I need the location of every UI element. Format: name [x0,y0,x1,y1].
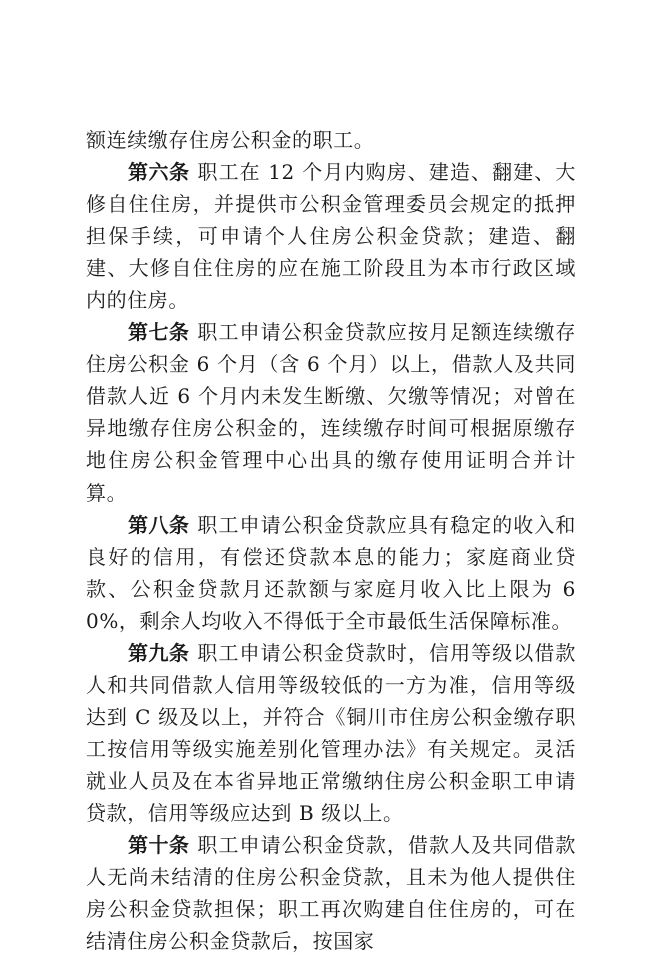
paragraph-text: 职工申请公积金贷款应具有稳定的收入和良好的信用，有偿还贷款本息的能力；家庭商业贷款、公积金贷款月还款额与家庭月收入比上限为 60%，剩余人均收入不得低于全市最低生活保障标准。 [86,512,576,633]
article-heading: 第九条 [128,640,190,665]
paragraph-text: 职工申请公积金贷款时，信用等级以借款人和共同借款人信用等级较低的一方为准，信用等级达到 C 级及以上，并符合《铜川市住房公积金缴存职工按信用等级实施差别化管理办法》有关规定。灵活就业人员及在本省异地正常缴纳住房公积金职工申请贷款，信用等级应达到 B 级以上。 [86,640,576,825]
article-8 [86,509,576,637]
paragraph-text: 职工在 12 个月内购房、建造、翻建、大修自住住房，并提供市公积金管理委员会规定的抵押担保手续，可申请个人住房公积金贷款；建造、翻建、大修自住住房的应在施工阶段且为本市行政区域内的住房。 [86,160,577,313]
article-10 [86,829,576,957]
article-heading: 第七条 [128,320,190,345]
article-6 [86,156,576,316]
article-7 [86,316,576,508]
paragraph-text: 职工申请公积金贷款应按月足额连续缴存住房公积金 6 个月（含 6 个月）以上，借款人及共同借款人近 6 个月内未发生断缴、欠缴等情况；对曾在异地缴存住房公积金的，连续缴存时间可根据原缴存地住房公积金管理中心出具的缴存使用证明合并计算。 [86,320,576,505]
article-heading: 第十条 [128,833,190,858]
document-page [86,124,576,957]
paragraph-text: 职工申请公积金贷款，借款人及共同借款人无尚未结清的住房公积金贷款，且未为他人提供住房公积金贷款担保；职工再次购建自住住房的，可在结清住房公积金贷款后，按国家 [86,833,576,954]
paragraph-continuation [86,124,576,156]
paragraph-text: 额连续缴存住房公积金的职工。 [86,128,375,152]
article-heading: 第八条 [128,512,190,537]
article-9 [86,637,576,829]
article-heading: 第六条 [128,160,190,185]
